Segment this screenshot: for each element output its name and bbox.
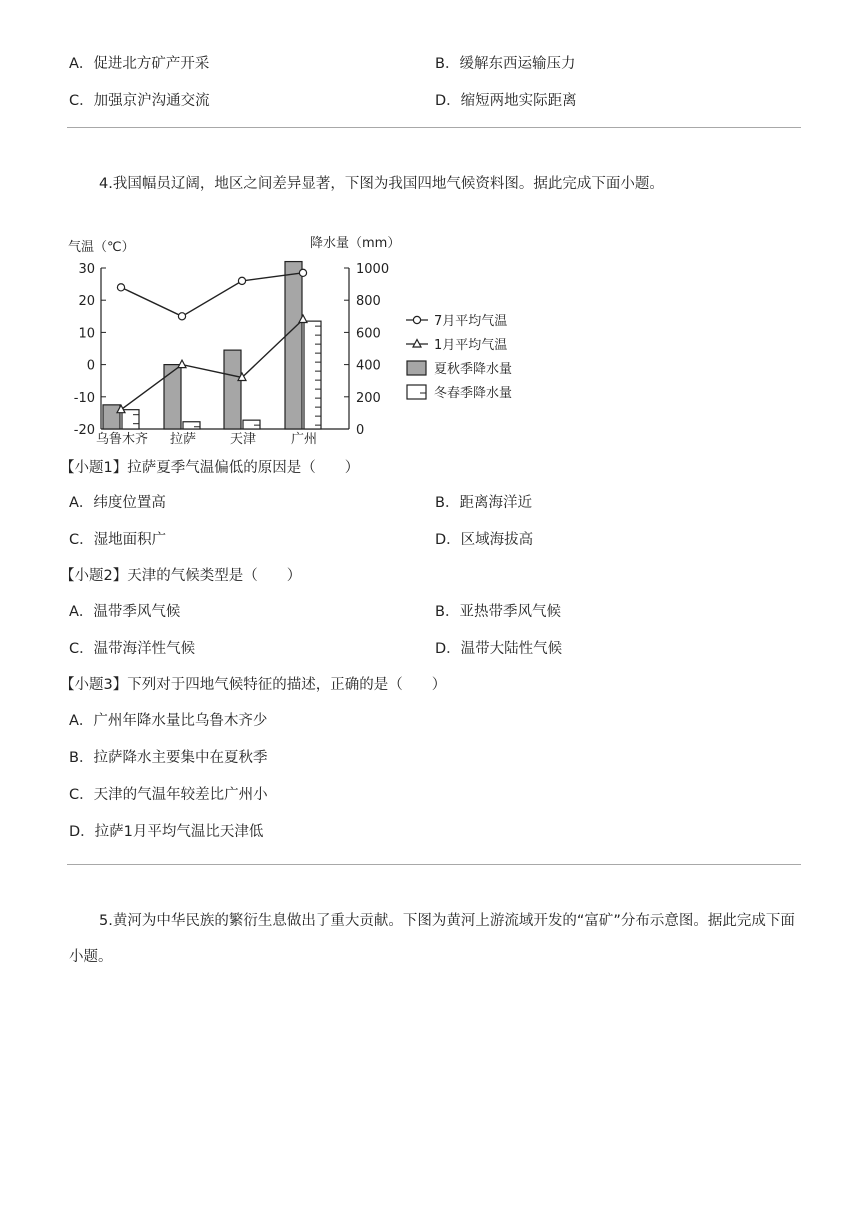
- sub2-option-d: D．温带大陆性气候: [435, 641, 563, 657]
- sub2-option-c: C．温带海洋性气候: [69, 641, 196, 657]
- option-d: D．缩短两地实际距离: [435, 93, 577, 109]
- legend-july-marker: [413, 316, 420, 323]
- right-axis-title: 降水量（mm）: [310, 236, 401, 251]
- section-divider: [67, 127, 801, 128]
- series-july-line: [121, 273, 303, 316]
- bar-summer-autumn: [285, 262, 302, 429]
- chart-legend: [406, 314, 512, 401]
- category-label: 广州: [290, 432, 318, 447]
- question-5-intro: 5.黄河为中华民族的繁衍生息做出了重大贡献。下图为黄河上游流域开发的“富矿”分布示意图。据此完成下面小题。: [69, 913, 795, 965]
- option-b: B．缓解东西运输压力: [435, 56, 576, 72]
- subquestion-2-stem: 【小题2】天津的气候类型是（ ）: [60, 568, 302, 584]
- section-divider: [67, 864, 801, 865]
- sub2-option-b: B．亚热带季风气候: [435, 604, 561, 620]
- sub3-option-a: A．广州年降水量比乌鲁木齐少: [69, 713, 268, 729]
- series-january-line: [121, 320, 303, 410]
- option-c: C．加强京沪沟通交流: [69, 93, 210, 109]
- question-4-intro: 4.我国幅员辽阔，地区之间差异显著，下图为我国四地气候资料图。据此完成下面小题。: [99, 176, 664, 192]
- left-tick-label: 0: [86, 358, 95, 374]
- left-tick-label: -10: [73, 390, 95, 406]
- left-tick-label: 10: [78, 326, 95, 342]
- point-july: [299, 269, 306, 276]
- legend-summer-swatch: [407, 361, 426, 375]
- sub1-option-a: A．纬度位置高: [69, 495, 166, 511]
- category-label: 天津: [229, 432, 257, 447]
- legend-winter-swatch: [407, 385, 426, 399]
- climate-chart: [60, 228, 540, 450]
- sub1-option-b: B．距离海洋近: [435, 495, 532, 511]
- option-a: A．促进北方矿产开采: [69, 56, 210, 72]
- point-july: [178, 313, 185, 320]
- legend-january-marker: [413, 340, 421, 348]
- right-tick-label: 600: [356, 326, 381, 342]
- legend-winter-label: 冬春季降水量: [434, 386, 513, 401]
- sub3-option-c: C．天津的气温年较差比广州小: [69, 787, 268, 803]
- subquestion-3-stem: 【小题3】下列对于四地气候特征的描述，正确的是（ ）: [60, 677, 447, 693]
- legend-july-label: 7月平均气温: [434, 314, 508, 329]
- left-axis-title: 气温（℃）: [68, 240, 135, 255]
- right-tick-label: 200: [356, 390, 381, 406]
- bar-summer-autumn: [103, 405, 120, 429]
- bar-winter-spring: [243, 420, 260, 429]
- left-tick-label: 30: [78, 262, 95, 277]
- point-july: [117, 284, 124, 291]
- left-tick-label: 20: [78, 294, 95, 310]
- sub1-option-c: C．湿地面积广: [69, 532, 167, 548]
- right-tick-label: 800: [356, 294, 381, 310]
- chart-lines: [117, 269, 307, 412]
- point-january: [178, 360, 186, 368]
- category-label: 拉萨: [169, 432, 197, 447]
- sub3-option-d: D．拉萨1月平均气温比天津低: [69, 824, 264, 840]
- point-july: [238, 277, 245, 284]
- right-tick-label: 400: [356, 358, 381, 374]
- legend-summer-label: 夏秋季降水量: [434, 362, 513, 377]
- sub2-option-a: A．温带季风气候: [69, 604, 181, 620]
- subquestion-1-stem: 【小题1】拉萨夏季气温偏低的原因是（ ）: [60, 460, 360, 476]
- bar-summer-autumn: [164, 365, 181, 429]
- right-tick-label: 1000: [356, 262, 390, 277]
- category-label: 乌鲁木齐: [95, 432, 149, 447]
- chart-bars: [103, 262, 321, 429]
- right-tick-label: 0: [356, 423, 365, 438]
- bar-winter-spring: [183, 422, 200, 429]
- legend-january-label: 1月平均气温: [434, 338, 508, 353]
- bar-winter-spring: [304, 321, 321, 429]
- bar-summer-autumn: [224, 350, 241, 429]
- sub3-option-b: B．拉萨降水主要集中在夏秋季: [69, 750, 268, 766]
- sub1-option-d: D．区域海拔高: [435, 532, 534, 548]
- left-tick-label: -20: [73, 423, 95, 438]
